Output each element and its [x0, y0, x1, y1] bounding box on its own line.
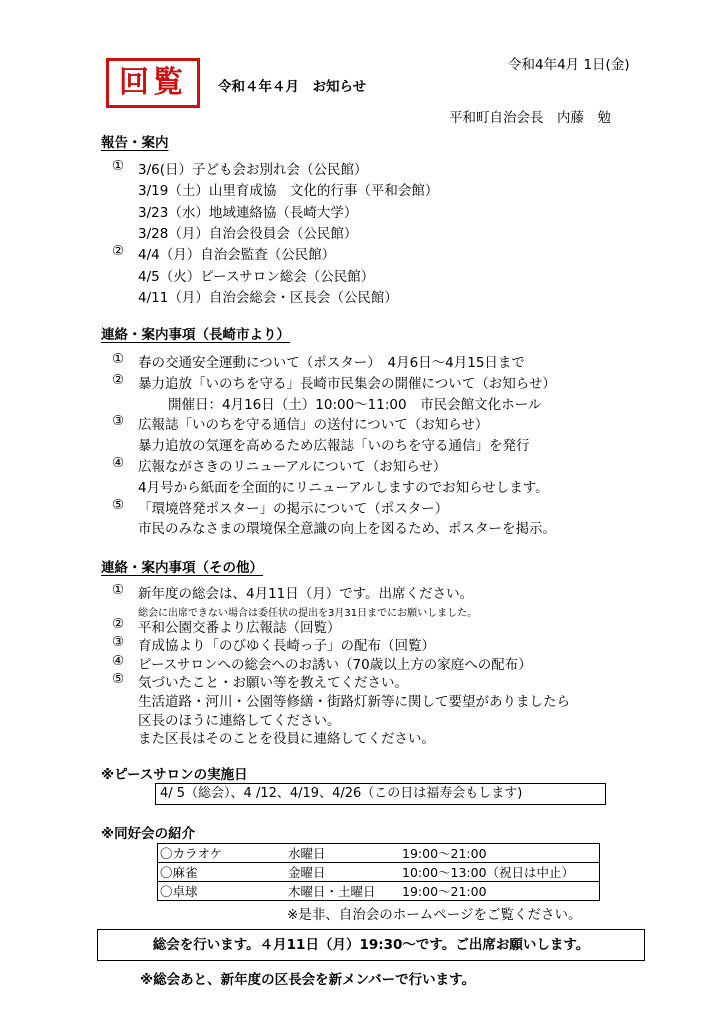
list-item: ピースサロンへの総会へのお誘い（70歳以上方の家庭への配布） [138, 656, 532, 673]
item-number: ② [112, 243, 125, 260]
list-item: 「環境啓発ポスター」の掲示について（ポスター） [138, 500, 449, 517]
report-heading: 報告・案内 [101, 135, 169, 151]
homepage-note: ※是非、自治会のホームページをご覧ください。 [287, 907, 582, 923]
list-item: 育成協より「のびゆく長崎っ子」の配布（回覧） [138, 638, 435, 655]
list-item: 市民のみなさまの環境保全意識の向上を図るため、ポスターを掲示。 [138, 521, 556, 538]
list-item: 区長のほうに連絡してください。 [138, 712, 341, 729]
list-item: 4/4（月）自治会監査（公民館） [138, 247, 336, 264]
peace-salon-dates: 4/ 5（総会）、4 /12、4/19、4/26（この日は福寿会もします) [155, 783, 606, 805]
list-item: 4/11（月）自治会総会・区長会（公民館） [138, 289, 398, 306]
city-contact-heading: 連絡・案内事項（長崎市より） [101, 327, 290, 343]
other-contact-heading: 連絡・案内事項（その他） [101, 560, 263, 576]
list-item: 4/5（火）ピースサロン総会（公民館） [138, 268, 375, 285]
general-meeting-notice: 総会を行います。４月11日（月）19:30～です。ご出席お願いします。 [97, 929, 645, 961]
list-item: また区長はそのことを役員に連絡してください。 [138, 731, 435, 748]
list-item: 3/28（月）自治会役員会（公民館） [138, 225, 358, 242]
club-name: 〇卓球 [158, 882, 287, 901]
list-item: 3/6(日）子ども会お別れ会（公民館） [138, 162, 368, 178]
circulation-stamp: 回覧 [106, 58, 200, 108]
list-item: 春の交通安全運動について（ポスター） 4月6日～4月15日まで [138, 355, 525, 371]
item-number: ④ [112, 455, 125, 471]
clubs-table [157, 843, 600, 901]
document-title: 令和４年４月 お知らせ [218, 79, 367, 95]
list-item: 4月号から紙面を全面的にリニューアルしますのでお知らせします。 [138, 479, 549, 496]
club-name: 〇麻雀 [158, 863, 287, 882]
club-day: 金曜日 [286, 863, 400, 882]
item-number: ③ [112, 634, 125, 651]
item-number: ⑤ [112, 671, 125, 688]
club-name: 〇カラオケ [158, 844, 287, 863]
club-time: 19:00～21:00 [400, 844, 600, 863]
list-item: 平和公園交番より広報誌（回覧） [138, 619, 341, 636]
document-author: 平和町自治会長 内藤 勉 [449, 110, 611, 126]
footer-note: ※総会あと、新年度の区長会を新メンバーで行います。 [140, 972, 476, 988]
list-item: 生活道路・河川・公園等修繕・街路灯新等に関して要望がありましたら [138, 694, 570, 710]
list-item: 暴力追放の気運を高めるため広報誌「いのちを守る通信」を発行 [138, 438, 530, 455]
list-item: 総会に出席できない場合は委任状の提出を3月31日までにお願いしました。 [138, 607, 478, 619]
item-number: ② [112, 615, 125, 632]
item-number: ⑤ [112, 496, 125, 513]
clubs-heading: ※同好会の紹介 [101, 826, 196, 842]
item-number: ④ [112, 652, 125, 669]
item-number: ① [112, 351, 125, 367]
item-number: ③ [112, 413, 125, 430]
list-item: 3/23（水）地域連絡協（長崎大学） [138, 204, 358, 221]
item-number: ② [112, 371, 125, 388]
list-item: 新年度の総会は、4月11日（月）です。出席ください。 [138, 586, 474, 602]
item-number: ① [112, 582, 125, 598]
club-time: 19:00～21:00 [400, 882, 600, 901]
list-item: 暴力追放「いのちを守る」長崎市民集会の開催について（お知らせ） [138, 375, 556, 392]
list-item: 広報ながさきのリニューアルについて（お知らせ） [138, 459, 447, 475]
list-item: 開催日：4月16日（土）10:00～11:00 市民会館文化ホール [168, 396, 542, 413]
list-item: 気づいたこと・お願い等を教えてください。 [138, 675, 408, 692]
club-time: 10:00～13:00（祝日は中止） [400, 863, 600, 882]
list-item: 3/19（土）山里育成協 文化的行事（平和会館） [138, 183, 439, 200]
peace-salon-heading: ※ピースサロンの実施日 [101, 767, 248, 783]
club-day: 水曜日 [286, 844, 400, 863]
table-row [158, 882, 600, 901]
item-number: ① [112, 158, 125, 174]
table-row [158, 863, 600, 882]
club-day: 木曜日・土曜日 [286, 882, 400, 901]
table-row [158, 844, 600, 863]
document-date: 令和4年4月 1日(金) [508, 57, 630, 73]
list-item: 広報誌「いのちを守る通信」の送付について（お知らせ） [138, 417, 489, 434]
